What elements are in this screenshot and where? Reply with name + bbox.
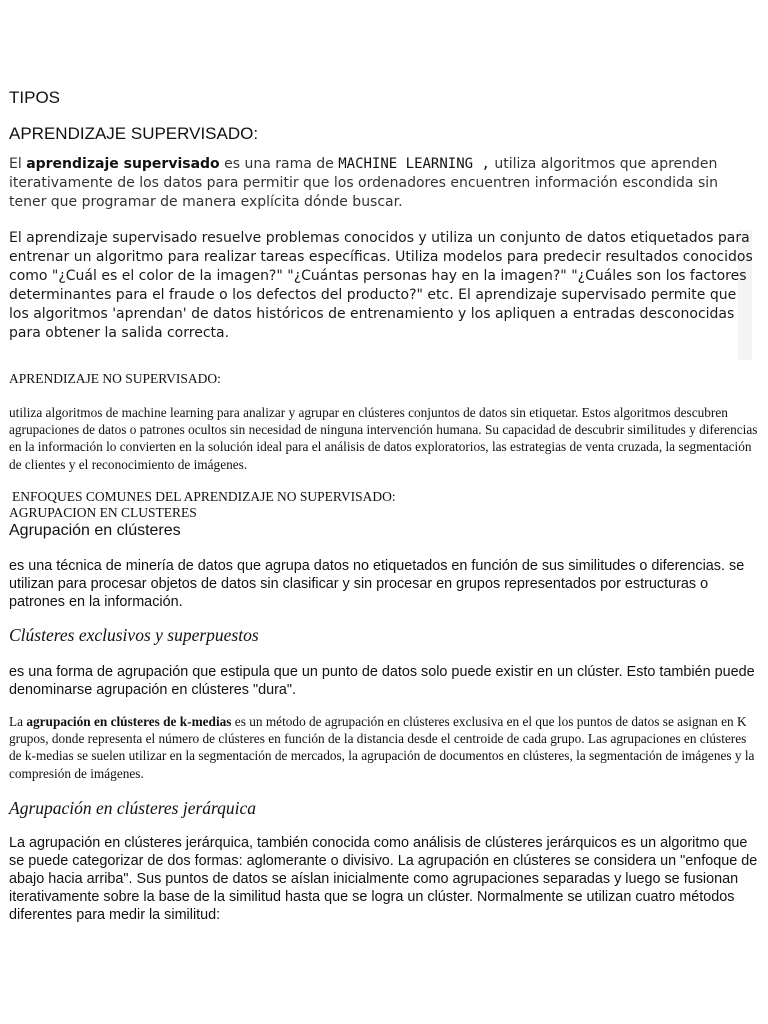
section-title-tipos: TIPOS xyxy=(9,88,61,107)
heading-enfoques-comunes: ENFOQUES COMUNES DEL APRENDIZAJE NO SUPERVISADO: xyxy=(12,489,396,504)
paragraph-supervisado-detail: El aprendizaje supervisado resuelve problemas conocidos y utiliza un conjunto de datos etiquetados para entrenar un algoritmo para realizar tareas específicas. Utiliza modelos para predecir resultados conocidos como "¿Cuál es el color de la imagen?" "¿Cuántas personas hay en la imagen?" "¿Cuáles son los factores determinantes para el fraude o los defectos del producto?" etc. El aprendizaje supervisado permite que los algoritmos 'aprendan' de datos históricos de entrenamiento y los apliquen a entradas desconocidas para obtener la salida correcta. xyxy=(9,230,753,341)
paragraph-k-medias xyxy=(9,713,761,782)
p1-bold-term: aprendizaje supervisado xyxy=(26,156,220,172)
p6-bold-term: agrupación en clústeres de k-medias xyxy=(26,714,232,729)
p6-post: es un método de agrupación en clústeres exclusiva en el que los puntos de datos se asignan en K grupos, donde representa el número de clústeres en función de la distancia desde el centroide de cada grupo. Las agrupaciones en clústeres de k-medias se suelen utilizar en la segmentación de mercados, la agrupación de documentos en clústeres, la segmentación de imágenes y la compresión de imágenes. xyxy=(9,714,755,781)
heading-agrupacion-jerarquica: Agrupación en clústeres jerárquica xyxy=(9,798,257,818)
p1-machine-learning-term: MACHINE LEARNING , xyxy=(338,156,490,172)
heading-aprendizaje-no-supervisado: APRENDIZAJE NO SUPERVISADO: xyxy=(9,371,221,386)
heading-agrupacion-caps: AGRUPACION EN CLUSTERES xyxy=(9,505,197,520)
heading-clusteres-exclusivos: Clústeres exclusivos y superpuestos xyxy=(9,625,259,645)
paragraph-jerarquica: La agrupación en clústeres jerárquica, también conocida como análisis de clústeres jerárquicos es un algoritmo que se puede categorizar de dos formas: aglomerante o divisivo. La agrupación en clústeres se considera un "enfoque de abajo hacia arriba". Sus puntos de datos se aíslan inicialmente como agrupaciones separadas y luego se fusionan iterativamente sobre la base de la similitud hasta que se logra un clúster. Normalmente se utilizan cuatro métodos diferentes para medir la similitud: xyxy=(9,835,758,923)
p1-pre: El xyxy=(9,156,27,172)
p1-post: utiliza algoritmos que aprenden iterativamente de los datos para permitir que los ordenadores encuentren información escondida sin tener que programar de manera explícita dónde buscar. xyxy=(9,156,719,210)
p6-pre: La xyxy=(9,714,27,729)
p1-mid: es una rama de xyxy=(219,156,339,172)
paragraph-agrupacion: es una técnica de minería de datos que agrupa datos no etiquetados en función de sus similitudes o diferencias. se utilizan para procesar objetos de datos sin clasificar y sin procesar en grupos representados por estructuras o patrones en la información. xyxy=(9,558,745,610)
paragraph-clusteres-exclusivos: es una forma de agrupación que estipula que un punto de datos solo puede existir en un clúster. Esto también puede denominarse agrupación en clústeres "dura". xyxy=(9,664,755,698)
heading-agrupacion-en-clusteres: Agrupación en clústeres xyxy=(9,522,181,539)
paragraph-no-supervisado: utiliza algoritmos de machine learning para analizar y agrupar en clústeres conjuntos de datos sin etiquetar. Estos algoritmos descubren agrupaciones de datos o patrones ocultos sin necesidad de ninguna intervención humana. Su capacidad de descubrir similitudes y diferencias en la información lo convierten en la solución ideal para el análisis de datos exploratorios, las estrategias de venta cruzada, la segmentación de clientes y el reconocimiento de imágenes. xyxy=(9,405,758,472)
heading-aprendizaje-supervisado: APRENDIZAJE SUPERVISADO: xyxy=(9,124,259,143)
paragraph-supervisado-intro xyxy=(9,155,749,212)
